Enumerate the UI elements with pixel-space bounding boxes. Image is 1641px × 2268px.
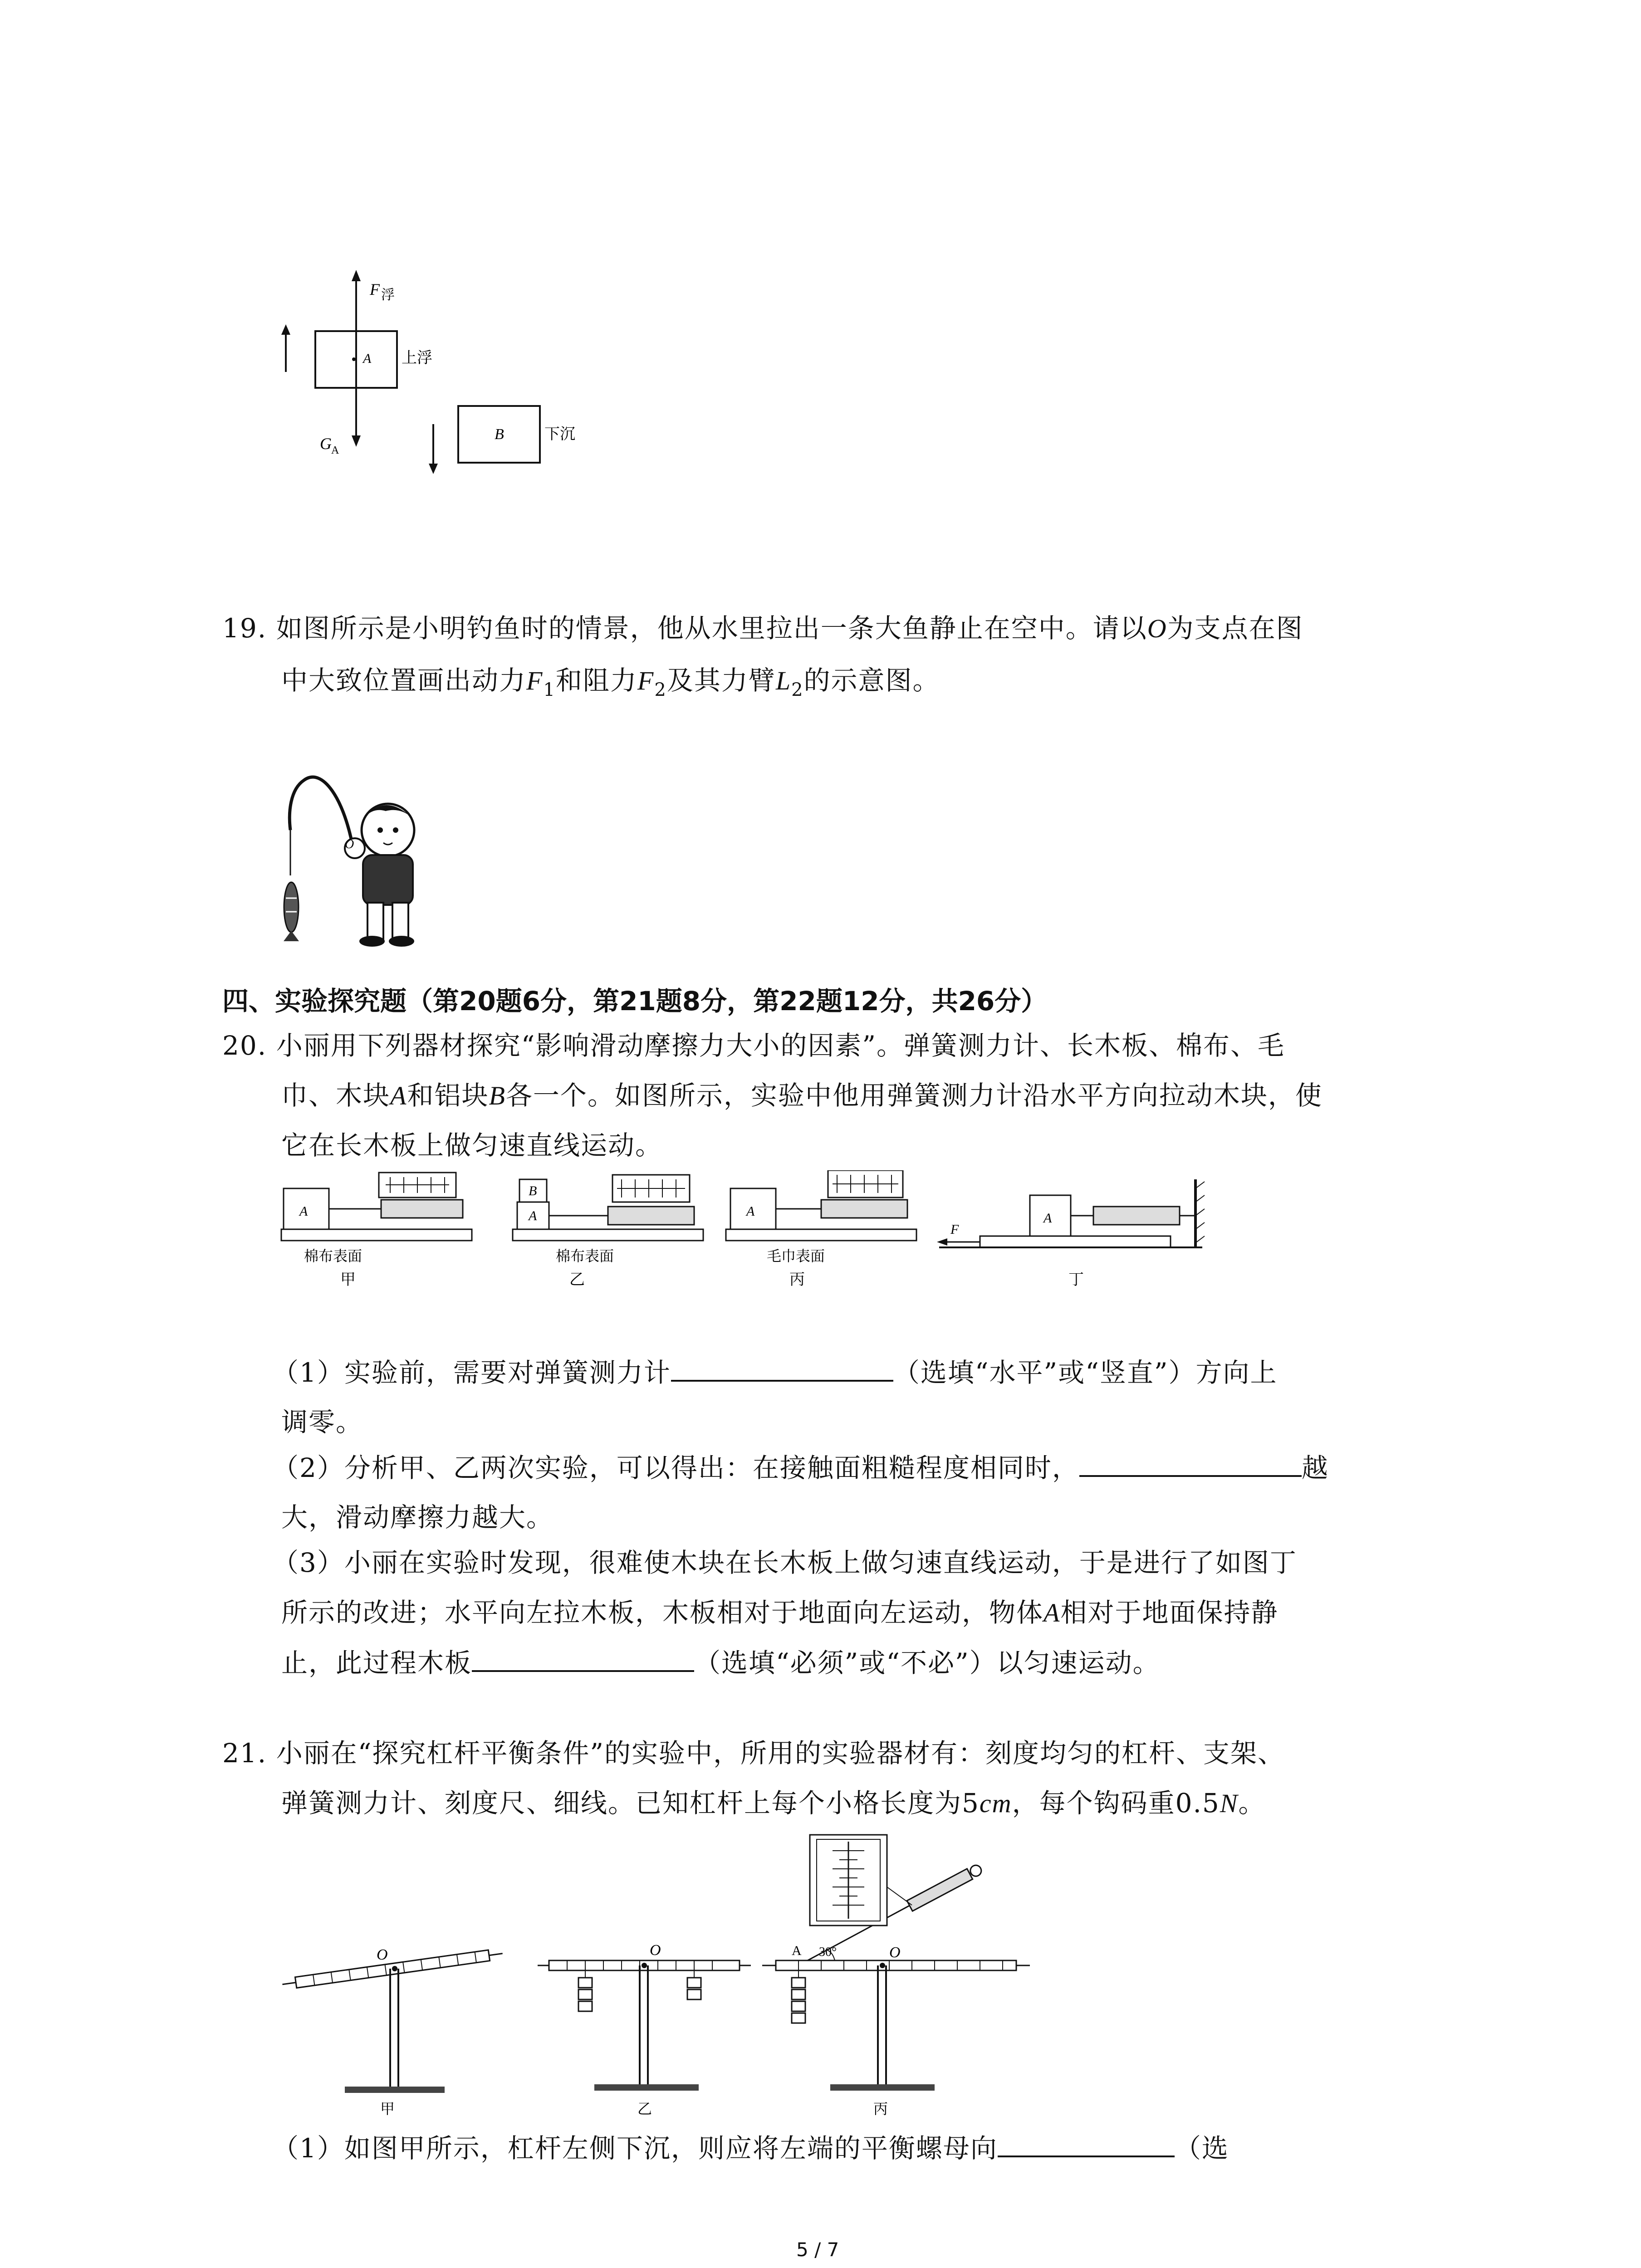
float-up-label: 上浮 [402, 350, 432, 367]
q20-p2-line1: （2）分析甲、乙两次实验，可以得出：在接触面粗糙程度相同时， 越 [272, 1452, 1329, 1483]
q21-line1: 21. 小丽在“探究杠杆平衡条件”的实验中，所用的实验器材有：刻度均匀的杠杆、支架、 [222, 1738, 1285, 1769]
svg-text:棉布表面: 棉布表面 [556, 1248, 614, 1264]
q20-line1: 20. 小丽用下列器材探究“影响滑动摩擦力大小的因素”。弹簧测力计、长木板、棉布、毛 [222, 1030, 1285, 1061]
fish-icon [284, 882, 299, 941]
q19-line2: 中大致位置画出动力$F_1$和阻力$F_2$及其力臂$L_2$的示意图。 [281, 665, 940, 700]
svg-text:丙: 丙 [873, 2101, 888, 2117]
svg-text:A: A [299, 1204, 308, 1219]
svg-text:浮: 浮 [381, 288, 395, 303]
answer-blank-1[interactable] [671, 1356, 893, 1382]
lever-jia [282, 1946, 504, 2117]
q20-p1-line2: 调零。 [281, 1407, 363, 1437]
svg-text:棉布表面: 棉布表面 [304, 1248, 362, 1264]
svg-text:丁: 丁 [1068, 1271, 1084, 1288]
svg-text:O: O [650, 1942, 661, 1959]
svg-text:乙: 乙 [637, 2101, 652, 2117]
q20-line2: 巾、木块A和铝块B各一个。如图所示，实验中他用弹簧测力计沿水平方向拉动木块，使 [281, 1080, 1323, 1111]
svg-text:A: A [331, 445, 339, 456]
q20-p3-line2: 所示的改进；水平向左拉木板，木板相对于地面向左运动，物体A相对于地面保持静 [281, 1597, 1279, 1628]
page-number: 5 / 7 [796, 2239, 839, 2261]
q19-line1: 19. 如图所示是小明钓鱼时的情景，他从水里拉出一条大鱼静止在空中。请以O为支点在图 [222, 613, 1303, 644]
setup-yi [513, 1175, 703, 1288]
svg-text:O: O [889, 1944, 901, 1961]
f-float-label: F [370, 280, 380, 298]
g-a-label: G [320, 435, 332, 453]
lever-bing [762, 1835, 1030, 2117]
q20-p1-line1: （1）实验前，需要对弹簧测力计 （选填“水平”或“竖直”）方向上 [272, 1357, 1278, 1388]
svg-text:毛巾表面: 毛巾表面 [767, 1248, 825, 1264]
svg-text:A: A [792, 1943, 802, 1958]
svg-text:F: F [950, 1222, 959, 1237]
q21-p1-line1: （1）如图甲所示，杠杆左侧下沉，则应将左端的平衡螺母向 （选 [272, 2133, 1229, 2164]
svg-text:O: O [377, 1946, 388, 1963]
svg-text:B: B [529, 1183, 537, 1198]
q20-line3: 它在长木板上做匀速直线运动。 [281, 1130, 663, 1161]
answer-blank-2[interactable] [1079, 1452, 1302, 1477]
lever-experiment-figure [281, 1833, 1053, 2123]
q20-p3-line1: （3）小丽在实验时发现，很难使木块在长木板上做匀速直线运动，于是进行了如图丁 [272, 1547, 1297, 1578]
svg-text:甲: 甲 [380, 2101, 395, 2117]
svg-text:A: A [363, 351, 372, 366]
svg-text:O: O [345, 837, 354, 851]
friction-experiment-figure [277, 1170, 1211, 1352]
setup-jia [281, 1173, 472, 1288]
setup-ding [937, 1179, 1205, 1288]
svg-text:乙: 乙 [569, 1271, 585, 1288]
sink-down-label: 下沉 [544, 426, 575, 443]
svg-text:甲: 甲 [340, 1271, 356, 1288]
svg-text:30°: 30° [819, 1945, 837, 1959]
answer-blank-4[interactable] [998, 2132, 1175, 2157]
q20-p2-line2: 大，滑动摩擦力越大。 [281, 1502, 554, 1533]
answer-blank-3[interactable] [472, 1647, 694, 1672]
fishing-boy-image [277, 762, 426, 953]
setup-bing [726, 1170, 916, 1288]
svg-text:A: A [746, 1204, 755, 1219]
svg-text:A: A [529, 1208, 537, 1223]
svg-text:丙: 丙 [789, 1271, 805, 1288]
q21-line2: 弹簧测力计、刻度尺、细线。已知杠杆上每个小格长度为5cm，每个钩码重0.5N。 [281, 1788, 1266, 1818]
svg-text:A: A [1043, 1211, 1052, 1226]
q20-p3-line3: 止，此过程木板 （选填“必须”或“不必”）以匀速运动。 [281, 1647, 1160, 1678]
section-title: 四、实验探究题（第20题6分，第21题8分，第22题12分，共26分） [222, 986, 1048, 1017]
svg-text:B: B [495, 426, 504, 443]
buoyancy-figure [272, 268, 599, 485]
lever-yi [538, 1942, 751, 2117]
